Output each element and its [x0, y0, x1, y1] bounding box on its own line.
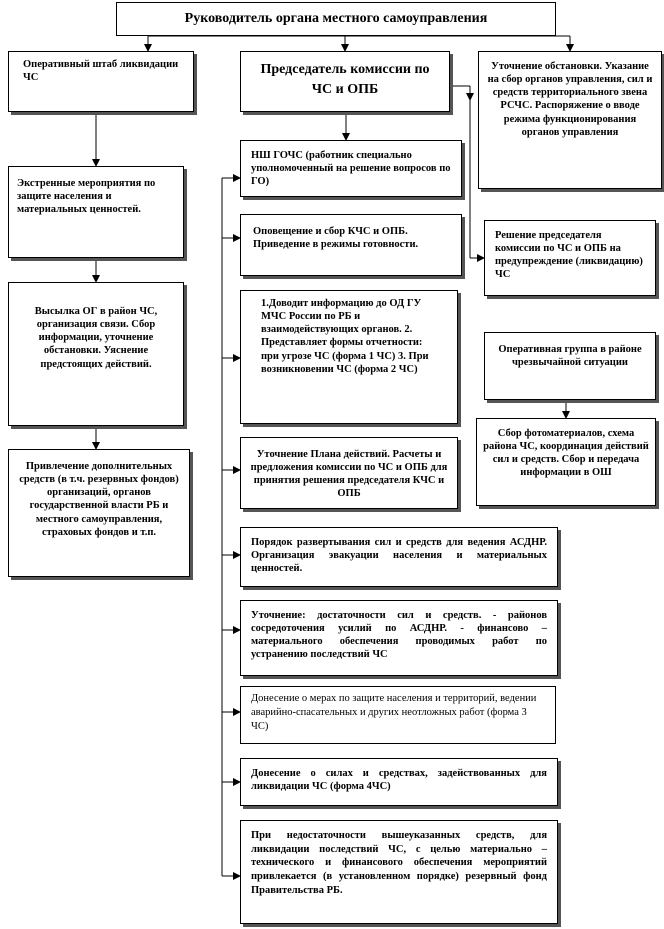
notification-box: Оповещение и сбор КЧС и ОПБ. Приведение в режимы готовности.: [240, 214, 462, 276]
emergency-measures-box: Экстренные мероприятия по защите населения и материальных ценностей.: [8, 166, 184, 258]
op-hq-box: Оперативный штаб ликвидации ЧС: [8, 51, 194, 112]
decision-box: Решение председателя комиссии по ЧС и ОПБ на предупреждение (ликвидацию) ЧС: [484, 220, 656, 296]
title-box: Руководитель органа местного самоуправления: [116, 2, 556, 36]
attract-funds-box: Привлечение дополнительных средств (в т.ч. резервных фондов) организаций, органов государственной власти РБ и местного самоуправления, страховых фондов и т.п.: [8, 449, 190, 577]
sufficiency-box: Уточнение: достаточности сил и средств. - районов сосредоточения усилий по АСДНР. - финансово – материального обеспечения проводимых работ по устранению последствий ЧС: [240, 600, 558, 676]
chairman-box: Председатель комиссии по ЧС и ОПБ: [240, 51, 450, 112]
op-group-box: Оперативная группа в районе чрезвычайной ситуации: [484, 332, 656, 400]
plan-clarify-box: Уточнение Плана действий. Расчеты и предложения комиссии по ЧС и ОПБ для принятия решения председателя КЧС и ОПБ: [240, 437, 458, 509]
reserve-fund-box: При недостаточности вышеуказанных средств, для ликвидации последствий ЧС, с целью материально – технического и финансового обеспечения мероприятий привлекается (в установленном порядке) резервный фонд Правительства РБ.: [240, 820, 558, 924]
report-forces-box: Донесение о силах и средствах, задействованных для ликвидации ЧС (форма 4ЧС): [240, 758, 558, 806]
report-info-box: 1.Доводит информацию до ОД ГУ МЧС России по РБ и взаимодействующих органов. 2. Представляет формы отчетности: при угрозе ЧС (форма 1 ЧС) 3. При возникновении ЧС (форма 2 ЧС): [240, 290, 458, 424]
ngo-box: НШ ГОЧС (работник специально уполномоченный на решение вопросов по ГО): [240, 140, 462, 197]
clarify-top-box: Уточнение обстановки. Указание на сбор органов управления, сил и средств территориального звена РСЧС. Распоряжение о вводе режима функционирования органов управления: [478, 51, 662, 189]
og-dispatch-box: Высылка ОГ в район ЧС, организация связи. Сбор информации, уточнение обстановки. Уяснение предстоящих действий.: [8, 282, 184, 426]
photo-collect-box: Сбор фотоматериалов, схема района ЧС, координация действий сил и средств. Сбор и передача информации в ОШ: [476, 418, 656, 506]
deployment-box: Порядок развертывания сил и средств для ведения АСДНР. Организация эвакуации населения и материальных ценностей.: [240, 527, 558, 587]
report-measures-box: Донесение о мерах по защите населения и территорий, ведении аварийно-спасательных и других неотложных работ (форма 3 ЧС): [240, 686, 556, 744]
